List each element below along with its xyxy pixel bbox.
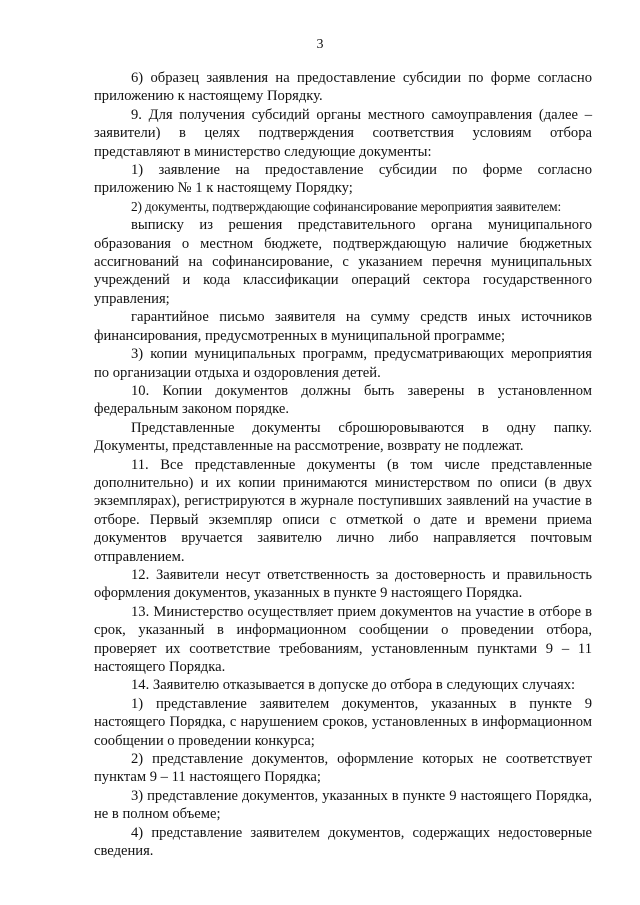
paragraph-10-certified-copies: 10. Копии документов должны быть заверены в установленном федеральным законом порядке. [94, 382, 592, 418]
paragraph-12-responsibility: 12. Заявители несут ответственность за достоверность и правильность оформления документов, указанных в пункте 9 настоящего Порядка. [94, 566, 592, 602]
paragraph-11-registration: 11. Все представленные документы (в том числе представленные дополнительно) и их копии принимаются министерством по описи (в двух экземплярах), регистрируются в журнале поступивших заявлений на участие в отборе. Первый экземпляр описи с отметкой о дате и времени приема документов вручается заявителю лично либо направляется почтовым отправлением. [94, 456, 592, 565]
paragraph-14-1-late-submission: 1) представление заявителем документов, указанных в пункте 9 настоящего Порядка, с нарушением сроков, установленных в информационном сообщении о проведении конкурса; [94, 695, 592, 749]
paragraph-9-required-documents: 9. Для получения субсидий органы местного самоуправления (далее – заявители) в целях подтверждения соответствия условиям отбора представляют в министерство следующие документы: [94, 106, 592, 160]
paragraph-13-acceptance: 13. Министерство осуществляет прием документов на участие в отборе в срок, указанный в информационном сообщении о проведении отбора, проверяет их соответствие требованиям, установленным пунктами 9 – 11 настоящего Порядка. [94, 603, 592, 675]
paragraph-budget-extract: выписку из решения представительного органа муниципального образования о местном бюджете, подтверждающую наличие бюджетных ассигнований на софинансирование, с указанием перечня муниципальных учреждений и кода классификации операций сектора государственного управления; [94, 217, 592, 307]
document-body [94, 69, 592, 860]
paragraph-documents-binding: Представленные документы сброшюровываются в одну папку. Документы, представленные на рассмотрение, возврату не подлежат. [94, 419, 592, 455]
paragraph-6-sample-application: 6) образец заявления на предоставление субсидии по форме согласно приложению к настоящему Порядку. [94, 70, 592, 105]
paragraph-9-3-program-copies: 3) копии муниципальных программ, предусматривающих мероприятия по организации отдыха и оздоровления детей. [94, 346, 592, 381]
paragraph-9-2-cofinancing-docs: 2) документы, подтверждающие софинансирование мероприятия заявителем: [131, 198, 561, 214]
paragraph-14-refusal: 14. Заявителю отказывается в допуске до отбора в следующих случаях: [131, 677, 576, 694]
paragraph-9-1-application: 1) заявление на предоставление субсидии по форме согласно приложению № 1 к настоящему Порядку; [94, 162, 592, 197]
paragraph-14-3-incomplete: 3) представление документов, указанных в пункте 9 настоящего Порядка, не в полном объеме; [94, 787, 592, 823]
paragraph-14-2-noncompliant: 2) представление документов, оформление которых не соответствует пунктам 9 – 11 настоящего Порядка; [94, 751, 592, 786]
page-number: 3 [316, 37, 324, 52]
paragraph-guarantee-letter: гарантийное письмо заявителя на сумму средств иных источников финансирования, предусмотренных в муниципальной программе; [94, 309, 592, 344]
paragraph-14-4-false-info: 4) представление заявителем документов, содержащих недостоверные сведения. [94, 824, 592, 860]
